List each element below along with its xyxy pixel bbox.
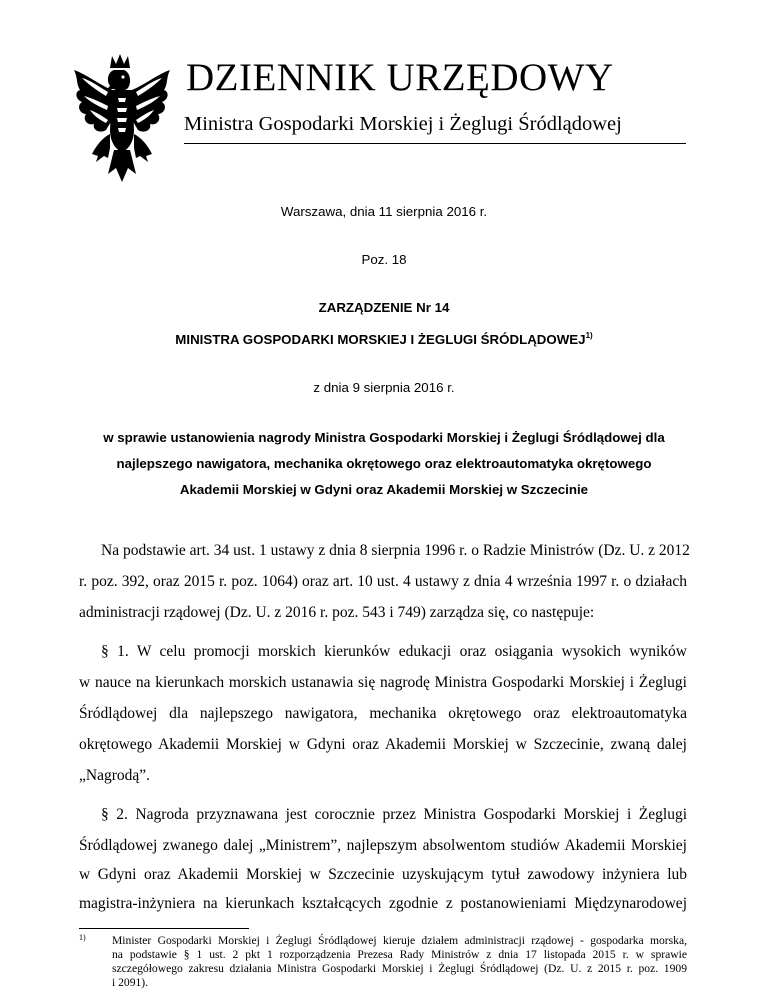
act-subject-line: w sprawie ustanowienia nagrody Ministra Gospodarki Morskiej i Żeglugi Śródlądowej dla xyxy=(103,430,665,445)
footnote-line: na podstawie § 1 ust. 2 pkt 1 rozporządzenia Prezesa Rady Ministrów z dnia 17 listopada 2015 r. w sprawie xyxy=(112,948,687,961)
footnote-reference: 1) xyxy=(585,331,593,340)
section-2-line: § 2. Nagroda przyznawana jest corocznie przez Ministra Gospodarki Morskiej i Żeglugi xyxy=(101,806,687,823)
journal-title: DZIENNIK URZĘDOWY xyxy=(186,56,614,99)
place-and-date: Warszawa, dnia 11 sierpnia 2016 r. xyxy=(280,204,488,219)
section-2-line: magistra-inżyniera na kierunkach kształcących zgodnie z postanowieniami Międzynarodowej xyxy=(79,895,687,912)
masthead-divider xyxy=(184,143,686,144)
journal-subtitle: Ministra Gospodarki Morskiej i Żeglugi Śródlądowej xyxy=(184,113,622,135)
footnote-line: Minister Gospodarki Morskiej i Żeglugi Śródlądowej kieruje działem administracji rządowej - gospodarka morska, xyxy=(112,934,687,947)
section-1-line: Śródlądowej dla najlepszego nawigatora, mechanika okrętowego oraz elektroautomatyka xyxy=(79,705,687,722)
section-2-line: w Gdyni oraz Akademii Morskiej w Szczecinie uzyskującym tytuł zawodowy inżyniera lub xyxy=(79,866,687,883)
footnote-line: i 2091). xyxy=(112,976,149,989)
polish-eagle-emblem-icon xyxy=(68,50,176,190)
section-1-line: w nauce na kierunkach morskich ustanawia się nagrodę Ministra Gospodarki Morskiej i Żeglugi xyxy=(79,674,687,691)
act-date: z dnia 9 sierpnia 2016 r. xyxy=(313,380,455,395)
section-1-line: okrętowego Akademii Morskiej w Gdyni oraz Akademii Morskiej w Szczecinie, zwaną dalej xyxy=(79,736,687,753)
section-2-line: Śródlądowej zwanego dalej „Ministrem”, najlepszym absolwentom studiów Akademii Morskiej xyxy=(79,837,687,854)
act-subject-line: najlepszego nawigatora, mechanika okrętowego oraz elektroautomatyka okrętowego xyxy=(116,456,652,471)
act-number: ZARZĄDZENIE Nr 14 xyxy=(318,300,450,315)
position-number: Poz. 18 xyxy=(361,252,407,267)
footnote-mark: 1) xyxy=(79,933,86,942)
act-subject-line: Akademii Morskiej w Gdyni oraz Akademii Morskiej w Szczecinie xyxy=(179,482,589,497)
section-1-line: „Nagrodą”. xyxy=(79,767,150,784)
preamble-line: Na podstawie art. 34 ust. 1 ustawy z dnia 8 sierpnia 1996 r. o Radzie Ministrów (Dz. U. z 2012 xyxy=(101,542,690,559)
footnote-divider xyxy=(79,928,249,929)
section-1-line: § 1. W celu promocji morskich kierunków edukacji oraz osiągania wysokich wyników xyxy=(101,643,687,660)
authority-text: MINISTRA GOSPODARKI MORSKIEJ I ŻEGLUGI ŚRÓDLĄDOWEJ xyxy=(175,332,586,347)
issuing-authority xyxy=(0,331,768,347)
preamble-line: administracji rządowej (Dz. U. z 2016 r. poz. 543 i 749) zarządza się, co następuje: xyxy=(79,604,595,621)
preamble-line: r. poz. 392, oraz 2015 r. poz. 1064) oraz art. 10 ust. 4 ustawy z dnia 4 września 1997 r. o działach xyxy=(79,573,687,590)
footnote-line: szczegółowego zakresu działania Ministra Gospodarki Morskiej i Żeglugi Śródlądowej (Dz. U. z 2015 r. poz. 1909 xyxy=(112,962,687,975)
